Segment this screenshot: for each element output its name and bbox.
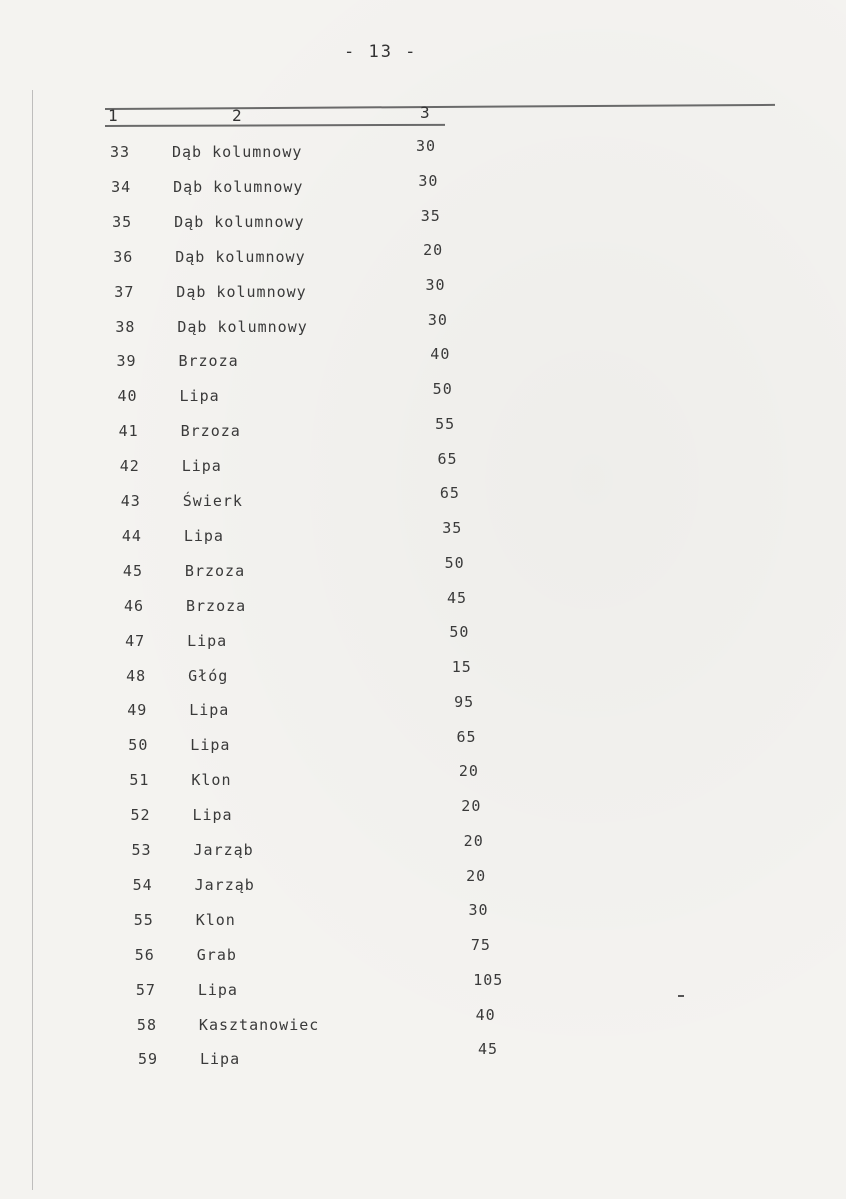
table-row <box>124 588 544 619</box>
species-name: Dąb kolumnowy <box>173 177 304 196</box>
trunk-value: 35 <box>420 206 441 225</box>
table-row <box>118 414 539 444</box>
table-row <box>134 936 555 968</box>
species-name: Brzoza <box>186 596 247 615</box>
species-name: Dąb kolumnowy <box>172 143 303 161</box>
trunk-value: 40 <box>430 345 451 364</box>
table-header-rule <box>105 124 445 127</box>
species-name: Dąb kolumnowy <box>176 282 307 301</box>
table-row <box>130 797 550 828</box>
trunk-value: 20 <box>463 831 484 850</box>
table-row <box>112 206 532 235</box>
trunk-value: 50 <box>432 380 453 399</box>
trunk-value: 95 <box>454 692 475 711</box>
table-row <box>122 553 543 584</box>
table-row <box>126 658 546 689</box>
trunk-value: 20 <box>458 762 479 781</box>
row-number: 53 <box>131 841 152 859</box>
row-number: 50 <box>128 736 149 755</box>
table-row <box>119 449 540 479</box>
species-name: Grab <box>196 945 237 964</box>
table-row <box>129 762 549 793</box>
stray-mark <box>678 995 684 997</box>
table-row <box>116 345 536 374</box>
trunk-value: 45 <box>478 1040 499 1059</box>
row-number: 58 <box>136 1015 157 1034</box>
species-name: Jarząb <box>193 841 254 859</box>
row-number: 43 <box>120 492 141 510</box>
species-name: Jarząb <box>194 875 255 894</box>
table-row <box>113 241 533 270</box>
row-number: 49 <box>127 701 148 720</box>
species-name: Dąb kolumnowy <box>174 212 305 231</box>
row-number: 41 <box>118 422 139 441</box>
row-number: 33 <box>110 143 131 161</box>
table-top-rule <box>105 104 775 110</box>
species-name: Klon <box>195 910 236 929</box>
table-row <box>132 866 553 898</box>
row-number: 47 <box>125 631 146 650</box>
species-name: Świerk <box>182 492 243 510</box>
trunk-value: 65 <box>437 449 458 468</box>
table-row <box>135 970 556 1003</box>
row-number: 34 <box>111 177 132 196</box>
trunk-value: 50 <box>449 623 470 642</box>
row-number: 46 <box>124 596 145 615</box>
species-name: Brzoza <box>180 422 241 441</box>
row-number: 54 <box>132 875 153 894</box>
page-number: - 13 - <box>344 42 418 62</box>
trunk-value: 30 <box>427 310 448 329</box>
table-row <box>120 484 541 514</box>
table-row <box>127 692 547 723</box>
trunk-value: 20 <box>461 797 482 816</box>
row-number: 39 <box>116 352 137 371</box>
trunk-value: 20 <box>466 866 487 885</box>
row-number: 42 <box>119 457 140 476</box>
row-number: 45 <box>122 561 143 580</box>
column-header-1: 1 <box>108 106 118 125</box>
trunk-value: 30 <box>416 137 437 155</box>
table-row <box>138 1040 558 1072</box>
trunk-value: 65 <box>456 727 477 746</box>
species-name: Lipa <box>179 387 220 406</box>
table-row <box>121 519 542 549</box>
table-row <box>133 901 554 933</box>
trunk-value: 65 <box>439 484 460 503</box>
row-number: 51 <box>129 771 150 790</box>
table-row <box>114 275 534 305</box>
table-row <box>131 831 552 863</box>
row-number: 38 <box>115 317 136 336</box>
row-number: 52 <box>130 806 151 825</box>
table-row <box>125 623 545 654</box>
species-name: Lipa <box>200 1050 241 1069</box>
column-header-2: 2 <box>232 106 242 125</box>
species-name: Lipa <box>192 806 233 825</box>
species-name: Klon <box>191 771 232 790</box>
trunk-value: 15 <box>451 658 472 677</box>
table-row <box>136 1005 557 1038</box>
row-number: 59 <box>138 1050 159 1069</box>
table-row <box>128 727 548 758</box>
trunk-value: 30 <box>418 171 439 190</box>
table-row <box>111 171 531 200</box>
trunk-value: 45 <box>447 588 468 607</box>
row-number: 37 <box>114 282 135 301</box>
trunk-value: 75 <box>470 936 491 955</box>
trunk-value: 40 <box>475 1005 496 1024</box>
species-name: Lipa <box>197 980 238 999</box>
row-number: 44 <box>121 526 142 545</box>
table-row <box>117 380 538 409</box>
row-number: 36 <box>113 247 134 266</box>
table-row <box>110 137 530 165</box>
species-name: Głóg <box>188 666 229 685</box>
column-header-3: 3 <box>420 103 430 122</box>
trunk-value: 30 <box>425 275 446 294</box>
species-name: Brzoza <box>178 352 239 371</box>
row-number: 48 <box>126 666 147 685</box>
species-name: Lipa <box>187 631 228 650</box>
row-number: 57 <box>135 980 156 999</box>
species-name: Brzoza <box>184 561 246 580</box>
table-row <box>115 310 535 340</box>
species-name: Lipa <box>189 701 230 720</box>
trunk-value: 35 <box>442 519 463 538</box>
trunk-value: 20 <box>423 241 444 260</box>
row-number: 56 <box>134 945 155 964</box>
trunk-value: 55 <box>435 414 456 433</box>
species-name: Lipa <box>181 457 222 476</box>
row-number: 55 <box>133 910 154 929</box>
species-name: Dąb kolumnowy <box>177 317 308 336</box>
species-name: Dąb kolumnowy <box>175 247 306 266</box>
trunk-value: 30 <box>468 901 489 920</box>
species-name: Kasztanowiec <box>198 1015 320 1034</box>
trunk-value: 50 <box>444 553 465 572</box>
page-edge-line <box>32 90 33 1190</box>
row-number: 40 <box>117 387 138 406</box>
row-number: 35 <box>112 212 133 231</box>
species-name: Lipa <box>190 736 231 755</box>
species-name: Lipa <box>183 526 224 545</box>
trunk-value: 105 <box>473 970 504 989</box>
